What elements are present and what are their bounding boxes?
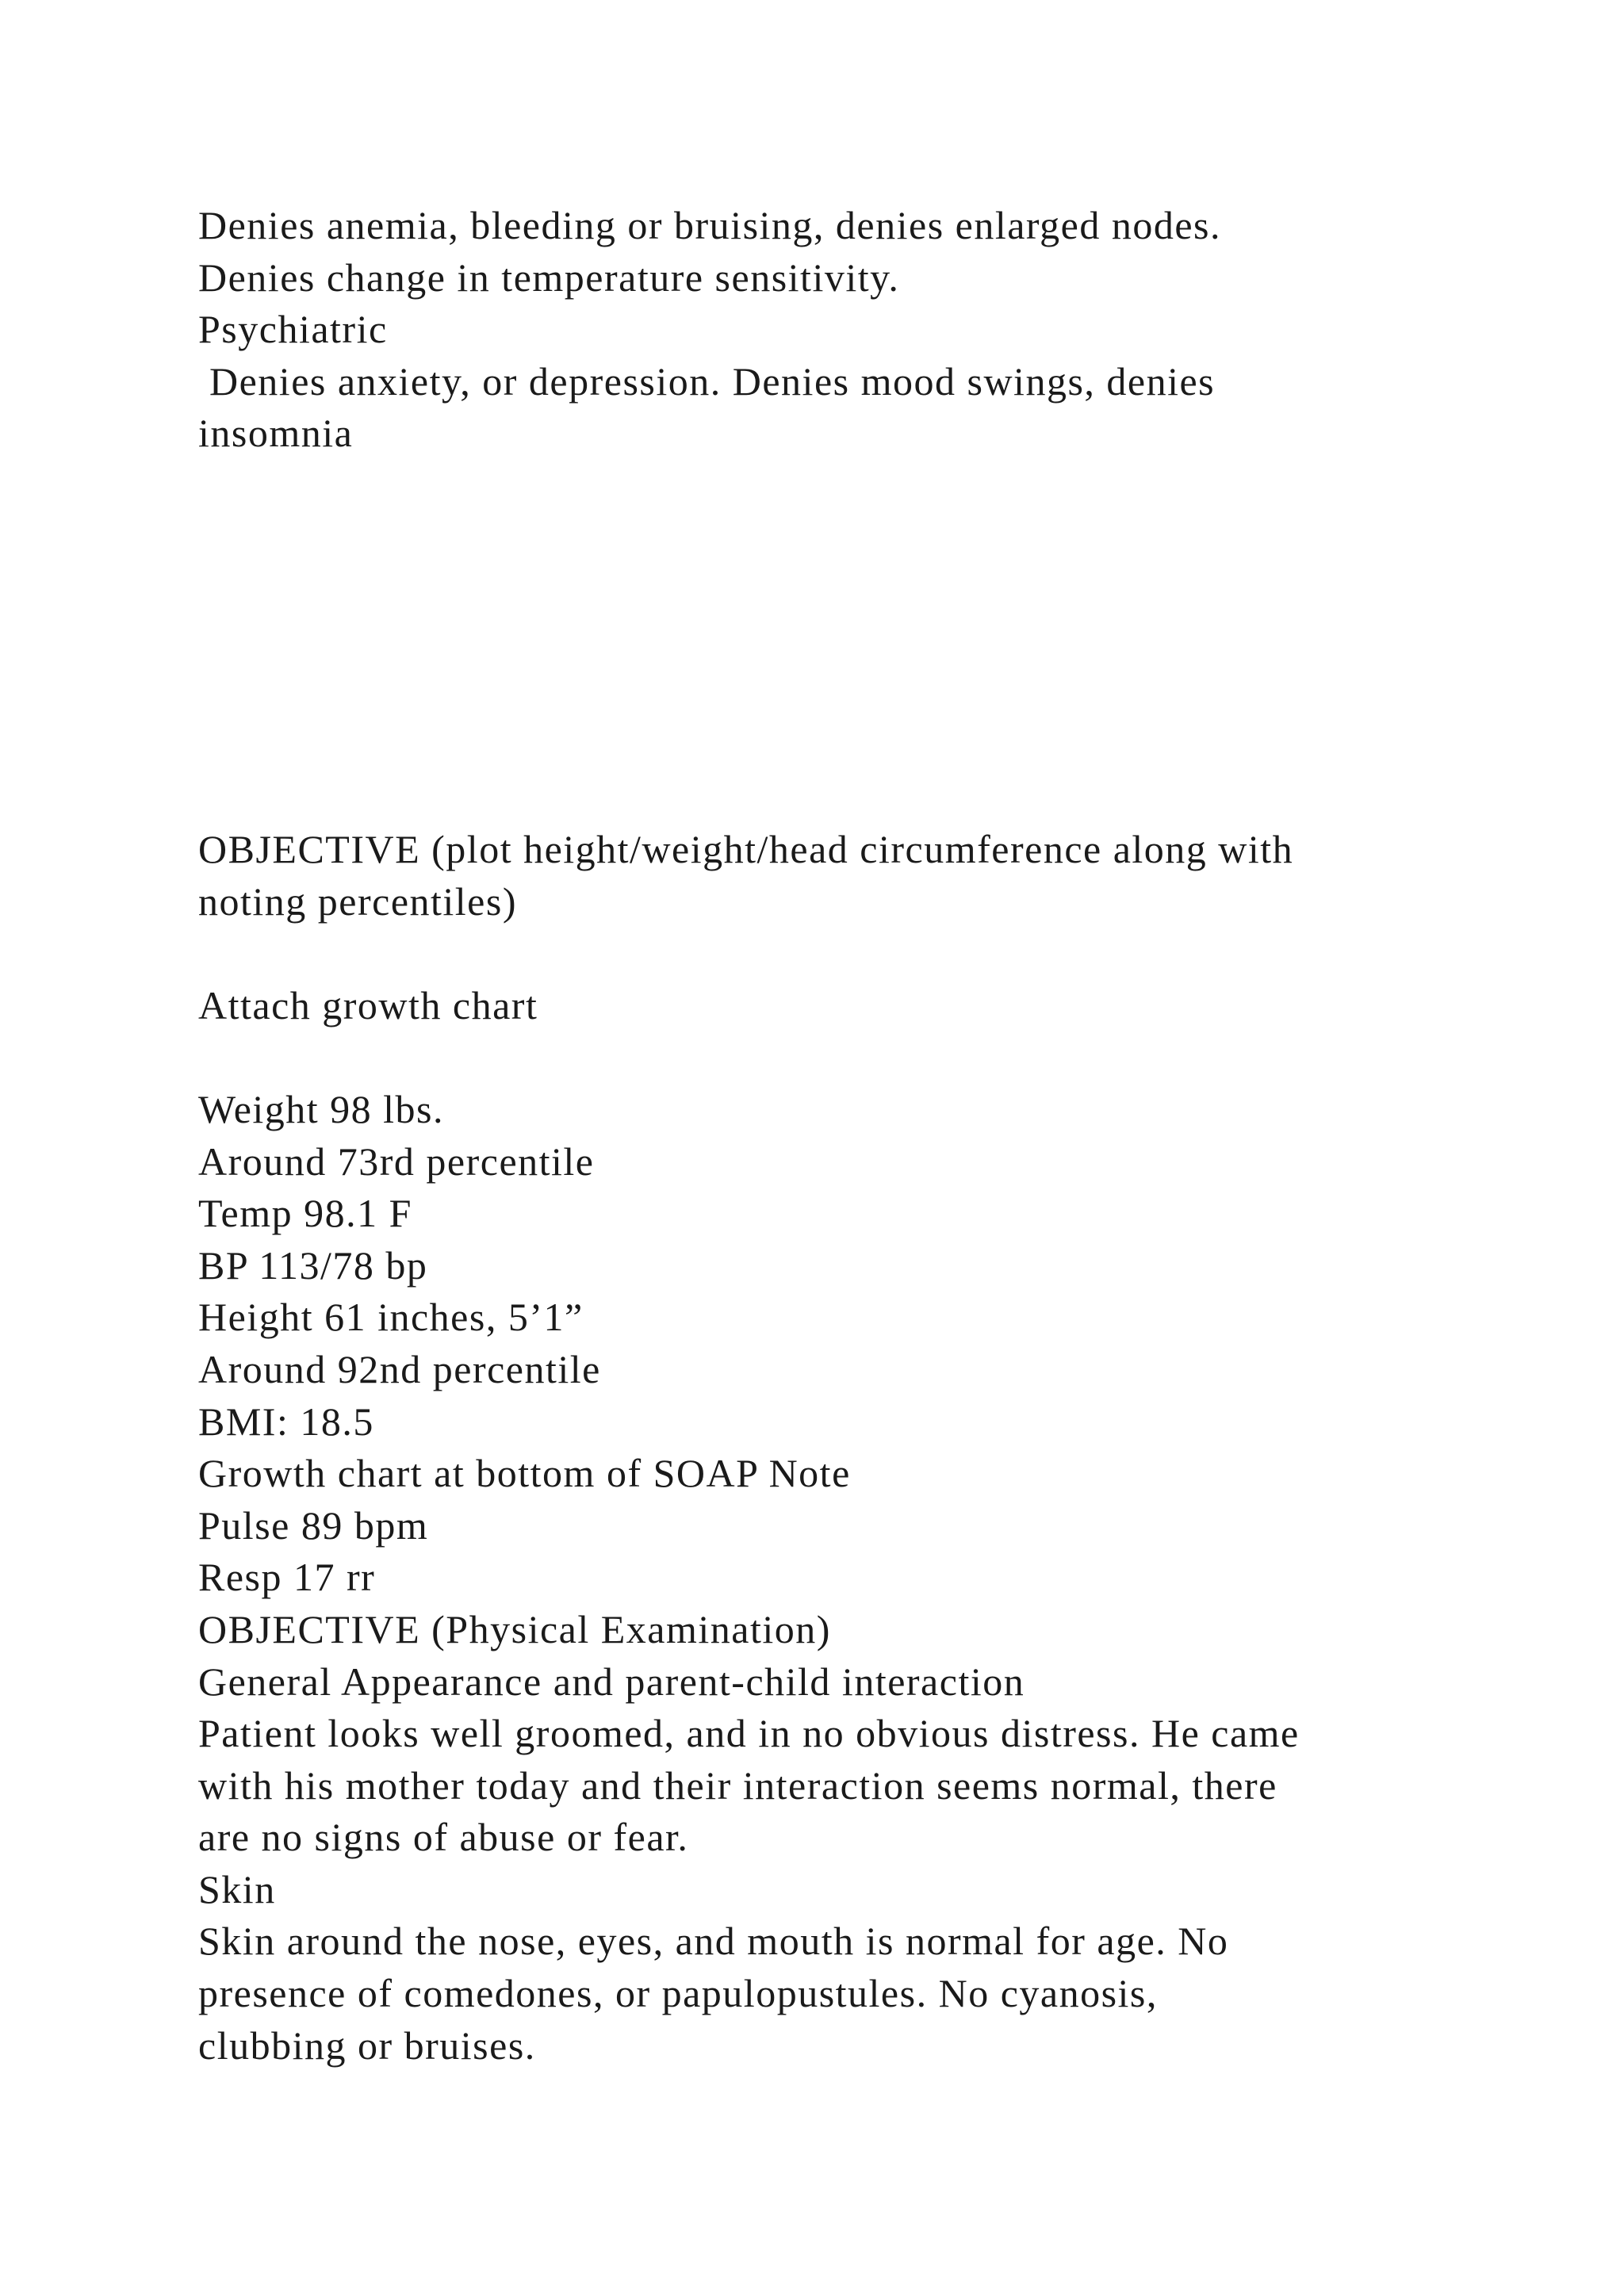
- heme-text-line-1: Denies anemia, bleeding or bruising, denies enlarged nodes.: [198, 203, 1222, 247]
- blank-line: [198, 928, 1499, 980]
- skin-text-line-3: clubbing or bruises.: [198, 2022, 536, 2068]
- endocrine-text-line: Denies change in temperature sensitivity.: [198, 254, 900, 300]
- height-percentile: Around 92nd percentile: [198, 1346, 601, 1391]
- psychiatric-text-line-1: Denies anxiety, or depression. Denies mood swings, denies: [198, 358, 1216, 404]
- height-value: Height 61 inches, 5’1”: [198, 1295, 584, 1340]
- general-appearance-line-1: Patient looks well groomed, and in no obvious distress. He came: [198, 1711, 1300, 1756]
- bmi-value: BMI: 18.5: [198, 1399, 374, 1444]
- respiration-value: Resp 17 rr: [198, 1555, 376, 1600]
- blood-pressure-value: BP 113/78 bp: [198, 1242, 428, 1288]
- objective-heading-line-2: noting percentiles): [198, 878, 517, 924]
- general-appearance-heading: General Appearance and parent-child interaction: [198, 1659, 1025, 1704]
- objective-heading-line-1: OBJECTIVE (plot height/weight/head circumference along with: [198, 827, 1294, 871]
- weight-value: Weight 98 lbs.: [198, 1086, 445, 1131]
- attach-growth-chart-text: Attach growth chart: [198, 982, 538, 1027]
- psychiatric-heading: Psychiatric: [198, 307, 388, 352]
- general-appearance-line-2: with his mother today and their interaction seems normal, there: [198, 1762, 1277, 1808]
- blank-line: [198, 1031, 1499, 1084]
- skin-heading: Skin: [198, 1866, 276, 1911]
- psychiatric-text-line-2: insomnia: [198, 411, 354, 456]
- objective-measurements-section: [198, 824, 1499, 2072]
- review-of-systems-section: [198, 200, 1499, 460]
- temperature-value: Temp 98.1 F: [198, 1191, 412, 1236]
- pulse-value: Pulse 89 bpm: [198, 1502, 429, 1548]
- skin-text-line-2: presence of comedones, or papulopustules. No cyanosis,: [198, 1971, 1158, 2016]
- general-appearance-line-3: are no signs of abuse or fear.: [198, 1815, 689, 1860]
- growth-chart-note: Growth chart at bottom of SOAP Note: [198, 1451, 851, 1496]
- physical-exam-heading: OBJECTIVE (Physical Examination): [198, 1606, 831, 1651]
- skin-text-line-1: Skin around the nose, eyes, and mouth is normal for age. No: [198, 1919, 1229, 1964]
- weight-percentile: Around 73rd percentile: [198, 1138, 595, 1184]
